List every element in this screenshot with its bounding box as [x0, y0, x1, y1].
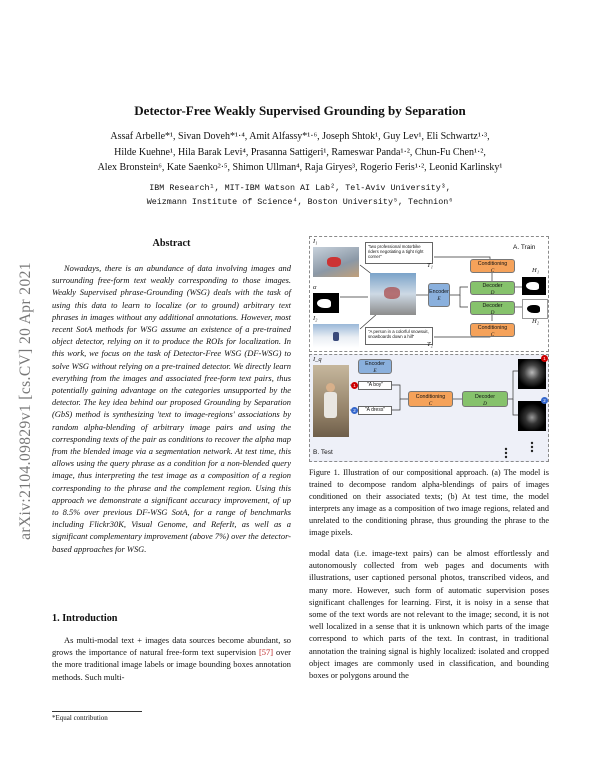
figure-1 [309, 236, 549, 462]
arxiv-identifier: arXiv:2104.09829v1 [cs.CV] 20 Apr 2021 [17, 262, 34, 540]
badge-output-2: 2 [541, 397, 548, 404]
conditioning-label: Conditioning [415, 394, 446, 400]
label-h1: H₁ [532, 267, 539, 274]
encoder-label: Encoder [429, 289, 449, 295]
text-t1-box: "two professional motorbike riders negotiating a tight right corner" [365, 242, 433, 264]
decoder-block-top [470, 281, 515, 295]
label-t1: T₁ [427, 262, 433, 269]
intro-text-start: As multi-modal text + images data sources become abundant, so grows the importance of natural free-form text supervision [52, 635, 291, 658]
author-line: Assaf Arbelle*¹, Sivan Doveh*¹·⁴, Amit Alfassy*¹·⁶, Joseph Shtok¹, Guy Lev¹, Eli Schwartz¹·³, [110, 131, 490, 142]
conditioning-block-bottom [470, 323, 515, 337]
label-t2: T₂ [427, 341, 433, 348]
encoder-symbol: E [437, 295, 441, 302]
conditioning-symbol: C [490, 331, 495, 338]
abstract-body [52, 262, 291, 555]
column-2-body [309, 547, 549, 681]
panel-test [309, 354, 549, 462]
train-image-2 [313, 324, 359, 348]
decoder-label: Decoder [474, 394, 496, 400]
output-mask-h2 [522, 299, 548, 319]
citation-link[interactable]: [57] [258, 647, 274, 658]
footnote: *Equal contribution [52, 714, 108, 722]
conditioning-label: Conditioning [477, 325, 508, 331]
decoder-symbol: D [490, 309, 495, 316]
output-mask-h2-blob [527, 305, 540, 313]
query-phrase-a: "A boy" [358, 381, 392, 390]
label-i2: I₂ [313, 315, 318, 322]
decoder-block-bottom [470, 301, 515, 315]
child-head-shape [326, 383, 335, 392]
conditioning-block-test [408, 391, 453, 407]
decoder-block-test [462, 391, 508, 407]
decoder-symbol: D [483, 400, 487, 407]
badge-1: 1 [351, 382, 358, 389]
badge-output-1: 1 [541, 355, 548, 362]
child-dress-shape [324, 392, 337, 418]
author-line: Hilde Kuehne¹, Hila Barak Levi⁴, Prasanna Sattigeri¹, Rameswar Panda¹·², Chun-Fu Chen¹·², [114, 146, 486, 158]
encoder-label: Encoder [365, 361, 385, 367]
column-2-paragraph: modal data (i.e. image-text pairs) can be almost effortlessly and autonomously collected from web pages and documents with illustrations, user captioned personal photos, transcribed videos, and many more. However, such form of automatic supervision poses significant challenges for learning. First, it is noisy in a sense that some of the text words are not relevant to the image; second, it is not well localized in a sense that it is unknown which parts of the image correspond to which parts of the text. In contrast, in traditional annotation the training signal is highly localized: isolated and cropped object images are commonly used in classification, and bounding boxes or polygons around the [309, 548, 549, 681]
label-h2: H₂ [532, 318, 539, 325]
introduction-heading: 1. Introduction [52, 613, 118, 624]
conditioning-symbol: C [490, 267, 495, 274]
alpha-mask [313, 293, 339, 313]
abstract-paragraph: Nowadays, there is an abundance of data involving images and surrounding free-form text weakly corresponding to those images. Weakly Supervised phrase-Grounding (WSG) deals with the task of using this data to learn to localize (or to ground) arbitrary text phrases in images without any additional annotations. However, most recent SotA methods for WSG assume an existence of a pre-trained object detector, relying on it to produce the ROIs for localization. In this work, we focus on the task of Detector-Free WSG (DF-WSG) to solve WSG without relying on a pre-trained detector. We directly learn everything from the images and associated free-form text pairs, thus potentially gaining advantage on the categories unsupported by the detector. The key idea behind our proposed Grounding by Separation (GbS) method is synthesizing 'text to image-regions' associations by random alpha-blending of arbitrary image pairs and using the corresponding texts of the pair as conditions to recover the alpha map from the blended image via a segmentation network. At test time, this allows using the query phrase as a condition for a non-blended query image, thus interpreting the test image as a composition of a region corresponding to the phrase and the complement region. Using this approach we demonstrate a significant accuracy improvement, of up to 8.5% over previous DF-WSG SotA, for a range of benchmarks including Flickr30K, Visual Genome, and ReferIt, as well as a significant complementary improvement (above 7%) over the detector-based approaches for WSG. [52, 263, 291, 554]
affiliation-line: Weizmann Institute of Science⁴, Boston University⁵, Technion⁶ [146, 196, 454, 207]
author-list [30, 129, 570, 176]
abstract-heading: Abstract [152, 238, 191, 249]
introduction-paragraph [52, 634, 291, 683]
decoder-symbol: D [490, 289, 495, 296]
train-image-1 [313, 247, 359, 277]
conditioning-label: Conditioning [477, 261, 508, 267]
panel-train [309, 236, 549, 352]
text-t2-box: "A person in a colorful snowsuit, snowboards down a hill" [365, 327, 433, 345]
blended-subject-shape [384, 287, 400, 299]
encoder-block-test [358, 359, 392, 374]
intro-text-end: over the more traditional image labels or image bounding boxes annotation methods. Such multi- [52, 647, 291, 682]
encoder-symbol: E [373, 367, 377, 374]
blended-image [370, 273, 416, 315]
encoder-block [428, 283, 450, 307]
heatmap-output-1 [518, 359, 546, 389]
author-line: Alex Bronstein⁶, Kate Saenko²·⁵, Shimon Ullman⁴, Raja Giryes³, Rogerio Feris¹·², Leonid Karlinsky¹ [97, 162, 503, 173]
panel-test-title: B. Test [313, 449, 333, 456]
badge-2: 2 [351, 407, 358, 414]
query-phrase-b: "A dress" [358, 406, 392, 415]
decoder-label: Decoder [482, 303, 503, 309]
output-mask-h1-blob [526, 282, 539, 290]
alpha-mask-blob [317, 299, 331, 308]
heatmap-output-2 [518, 401, 546, 431]
conditioning-symbol: C [428, 400, 433, 407]
label-alpha: α [313, 284, 317, 291]
footnote-rule [52, 711, 142, 712]
affiliation-list [30, 182, 570, 209]
output-mask-h1 [522, 277, 546, 295]
query-image [313, 365, 349, 437]
decoder-label: Decoder [482, 283, 503, 289]
conditioning-block-top [470, 259, 515, 273]
snowboarder-shape [333, 332, 339, 341]
panel-train-title: A. Train [513, 244, 536, 251]
affiliation-line: IBM Research¹, MIT-IBM Watson AI Lab², Tel-Aviv University³, [149, 183, 451, 193]
introduction-body [52, 634, 291, 683]
motorbike-rider-shape [327, 257, 341, 267]
label-i1: I₁ [313, 238, 318, 245]
label-iq: I_q [313, 356, 322, 363]
paper-title: Detector-Free Weakly Supervised Grounding by Separation [134, 103, 466, 118]
figure-caption: Figure 1. Illustration of our compositional approach. (a) The model is trained to decompose random alpha-blendings of pairs of images conditioned on their associated texts; (b) At test time, the model interprets any image as a composition of two image regions, related and unrelated to the conditioning phrase, thus grounding the phrase to the image pixels. [309, 468, 549, 537]
